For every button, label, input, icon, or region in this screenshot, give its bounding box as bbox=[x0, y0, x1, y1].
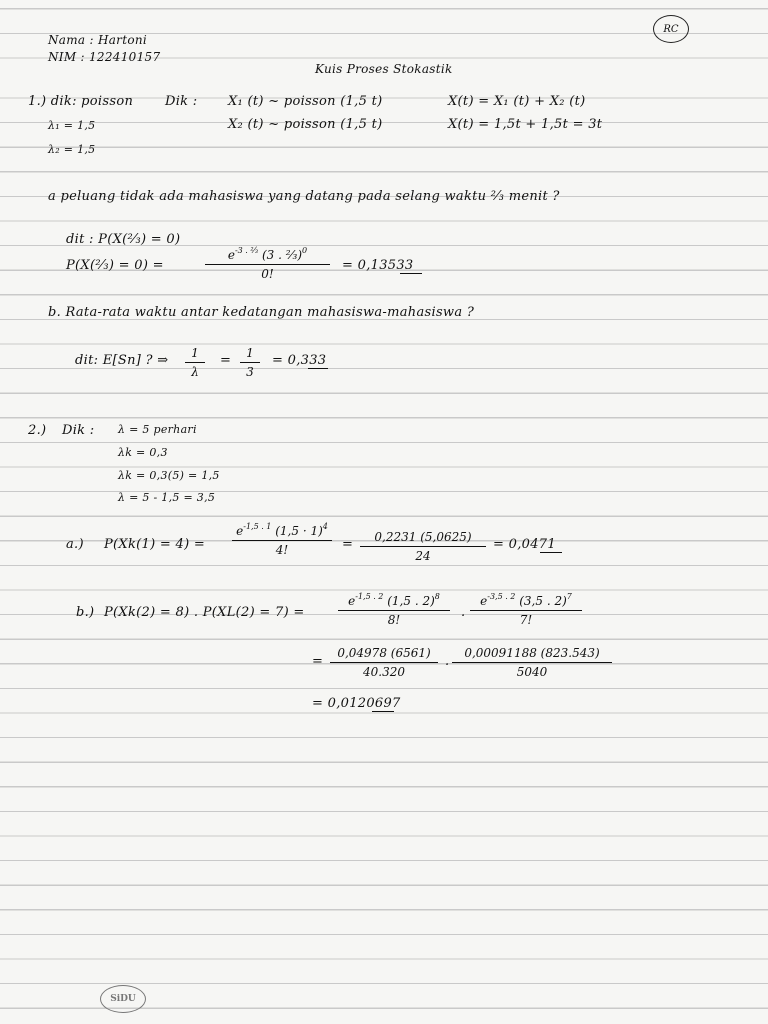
q2a-power: 4 bbox=[322, 522, 328, 531]
q2b-f2-base: e bbox=[480, 594, 488, 608]
q2b-result: = 0,0120697 bbox=[312, 696, 401, 711]
q1b-fraction-2 bbox=[240, 346, 260, 379]
q2a-label: a.) bbox=[66, 537, 84, 552]
q1-x2: X₂ (t) ~ poisson (1,5 t) bbox=[228, 117, 383, 132]
q2a-lhs: P(Xk(1) = 4) = bbox=[104, 537, 206, 552]
q1a-question: a peluang tidak ada mahasiswa yang datang pada selang waktu ²⁄₃ menit ? bbox=[48, 189, 560, 204]
q1b-result-underline bbox=[308, 368, 328, 369]
q1-label: 1.) dik: poisson bbox=[28, 94, 134, 109]
q2b-g2-den: 5040 bbox=[516, 665, 548, 679]
q2b-f2-exponent: -3,5 . 2 bbox=[487, 592, 516, 601]
q1a-power: 0 bbox=[302, 246, 308, 255]
q2a-num2: 0,2231 (5,0625) bbox=[374, 530, 472, 544]
q2b-f1-paren: (1,5 . 2) bbox=[387, 594, 435, 608]
q2b-lhs: P(Xk(2) = 8) . P(XL(2) = 7) = bbox=[104, 605, 305, 620]
q2a-result-underline bbox=[540, 552, 562, 553]
q2a-paren: (1,5 · 1) bbox=[275, 524, 323, 538]
q2a-equals: = bbox=[342, 537, 354, 552]
q2b-g1-den: 40.320 bbox=[363, 665, 405, 679]
q1-sum-line1: X(t) = X₁ (t) + X₂ (t) bbox=[448, 94, 586, 109]
q2a-fraction-2 bbox=[360, 530, 486, 563]
q2b-f1-den: 8! bbox=[387, 613, 401, 627]
q2-label: 2.) bbox=[28, 423, 47, 438]
student-name: Nama : Hartoni bbox=[48, 33, 148, 47]
q2b-dot: . bbox=[461, 605, 466, 620]
q2b-value-fraction-1 bbox=[330, 646, 438, 679]
q1b-equals: = bbox=[220, 353, 232, 368]
q1a-paren: (3 . ²⁄₃) bbox=[261, 248, 303, 262]
q2b-fraction-2 bbox=[470, 592, 582, 627]
q2b-equals-2: = bbox=[312, 654, 324, 669]
q2-line-lambda: λ = 5 perhari bbox=[118, 423, 197, 436]
q2-dik: Dik : bbox=[62, 423, 95, 438]
q2a-exponent: -1,5 . 1 bbox=[243, 522, 272, 531]
q2b-result-underline bbox=[372, 711, 394, 712]
q1-sum-line2: X(t) = 1,5t + 1,5t = 3t bbox=[448, 117, 603, 132]
q1-lambda2: λ₂ = 1,5 bbox=[48, 143, 96, 156]
q2b-f2-power: 7 bbox=[566, 592, 572, 601]
sidu-logo: SiDU bbox=[100, 985, 146, 1013]
q2-line-lambdal-calc: λ = 5 - 1,5 = 3,5 bbox=[118, 491, 216, 504]
q2a-den: 4! bbox=[275, 543, 289, 557]
q1b-fraction-1 bbox=[185, 346, 205, 379]
q2b-f1-power: 8 bbox=[434, 592, 440, 601]
q2b-f1-exponent: -1,5 . 2 bbox=[355, 592, 384, 601]
q2b-f2-paren: (3,5 . 2) bbox=[519, 594, 567, 608]
quiz-title: Kuis Proses Stokastik bbox=[315, 62, 453, 76]
q1b-dit: dit: E[Sn] ? ⇒ bbox=[75, 353, 169, 368]
q2b-f2-den: 7! bbox=[519, 613, 533, 627]
q2b-fraction-1 bbox=[338, 592, 450, 627]
q1a-dit: dit : P(X(²⁄₃) = 0) bbox=[66, 232, 181, 247]
q1-dik: Dik : bbox=[165, 94, 198, 109]
q1b-num2: 1 bbox=[246, 346, 254, 360]
q1b-num1: 1 bbox=[191, 346, 199, 360]
q1a-fraction bbox=[205, 246, 330, 281]
q1b-den1: λ bbox=[191, 365, 199, 379]
q1-lambda1: λ₁ = 1,5 bbox=[48, 119, 96, 132]
q2b-label: b.) bbox=[76, 605, 95, 620]
q1a-denominator: 0! bbox=[261, 267, 274, 281]
q2a-base: e bbox=[236, 524, 244, 538]
q1-x1: X₁ (t) ~ poisson (1,5 t) bbox=[228, 94, 383, 109]
q1a-lhs: P(X(²⁄₃) = 0) = bbox=[66, 258, 164, 273]
q2b-g1-num: 0,04978 (6561) bbox=[337, 646, 431, 660]
q1b-question: b. Rata-rata waktu antar kedatangan mahasiswa-mahasiswa ? bbox=[48, 305, 475, 320]
q1a-result-underline bbox=[400, 273, 422, 274]
q1b-result: = 0,333 bbox=[272, 353, 327, 368]
q2-line-lambdak-calc: λk = 0,3(5) = 1,5 bbox=[118, 469, 220, 482]
q2b-dot-2: . bbox=[445, 654, 450, 669]
q2a-fraction-1 bbox=[232, 522, 332, 557]
q2b-f1-base: e bbox=[348, 594, 356, 608]
q1b-den2: 3 bbox=[246, 365, 254, 379]
q1a-exponent: -3 . ²⁄₃ bbox=[234, 246, 259, 255]
q1a-result: = 0,13533 bbox=[342, 258, 414, 273]
q2-line-lambdak: λk = 0,3 bbox=[118, 446, 168, 459]
q2a-den2: 24 bbox=[415, 549, 431, 563]
rc-stamp: RC bbox=[653, 15, 689, 43]
q2a-result: = 0,0471 bbox=[493, 537, 556, 552]
q2b-g2-num: 0,00091188 (823.543) bbox=[464, 646, 600, 660]
q2b-value-fraction-2 bbox=[452, 646, 612, 679]
student-nim: NIM : 122410157 bbox=[48, 50, 161, 64]
q1a-base: e bbox=[227, 248, 235, 262]
